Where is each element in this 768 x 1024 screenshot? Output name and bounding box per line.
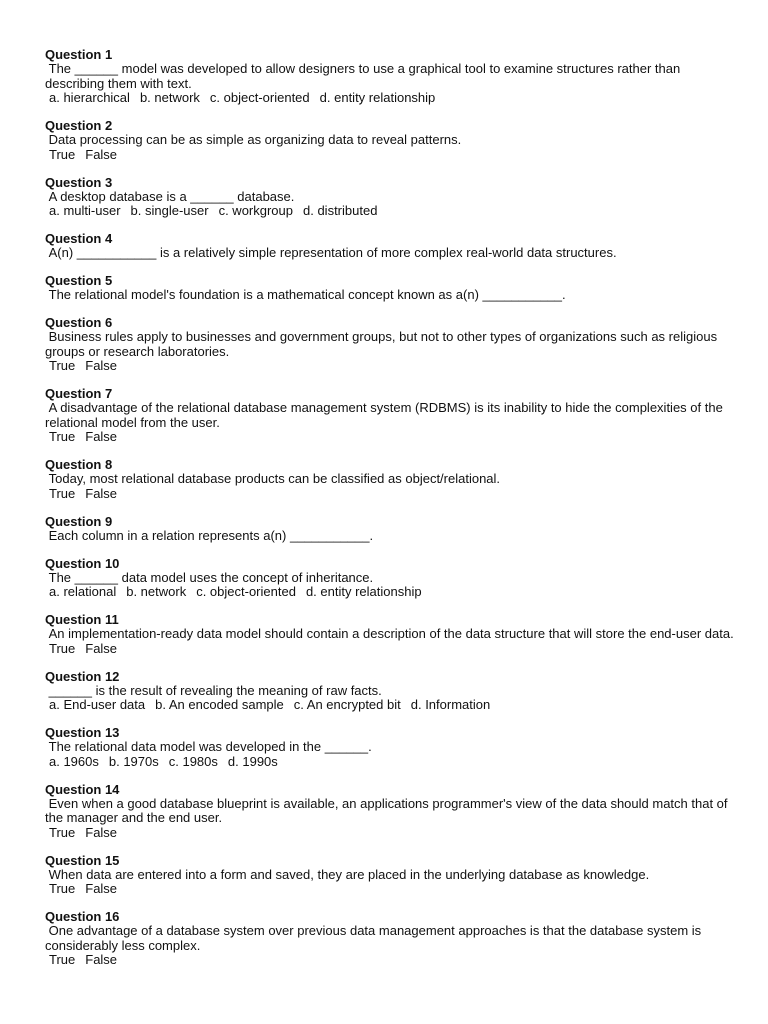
question-block [45, 514, 735, 544]
question-block [45, 725, 735, 769]
question-title: Question 9 [45, 513, 113, 529]
answer-option: b. 1970s [108, 753, 159, 769]
answer-options [45, 953, 735, 968]
question-text: Each column in a relation represents a(n) ___________. [45, 527, 374, 543]
question-block [45, 273, 735, 303]
question-block [45, 47, 735, 106]
question-block [45, 669, 735, 713]
question-text: When data are entered into a form and saved, they are placed in the underlying database as knowledge. [45, 866, 650, 882]
question-title: Question 6 [45, 315, 113, 330]
answer-option: d. entity relationship [319, 90, 436, 105]
answer-option: False [85, 485, 118, 501]
question-block [45, 853, 735, 897]
answer-option: a. 1960s [49, 753, 99, 769]
question-text: Business rules apply to businesses and government groups, but not to other types of organizations such as religious groups or research laboratories. [45, 329, 721, 359]
question-title: Question 10 [45, 555, 120, 571]
answer-option: True [49, 146, 76, 162]
question-block [45, 118, 735, 162]
answer-options [45, 430, 735, 445]
question-block [45, 386, 735, 445]
answer-option: False [85, 952, 118, 967]
question-text: An implementation-ready data model should contain a description of the data structure that will store the end-user data. [45, 626, 734, 641]
question-block [45, 612, 735, 656]
question-title: Question 5 [45, 273, 113, 288]
question-title: Question 13 [45, 725, 120, 740]
answer-options [45, 826, 735, 841]
answer-options [45, 698, 735, 713]
answer-option: a. hierarchical [49, 90, 130, 105]
question-block [45, 782, 735, 841]
answer-option: b. network [139, 90, 200, 105]
answer-option: c. 1980s [168, 753, 218, 769]
question-block [45, 231, 735, 261]
answer-options [45, 755, 735, 770]
answer-option: False [85, 824, 118, 840]
answer-option: False [85, 146, 118, 162]
answer-option: True [49, 881, 76, 896]
answer-option: d. 1990s [227, 753, 278, 769]
answer-option: d. Information [410, 697, 491, 712]
question-title: Question 7 [45, 386, 113, 401]
question-text: A desktop database is a ______ database. [45, 188, 295, 204]
answer-options [45, 148, 735, 163]
answer-option: b. An encoded sample [155, 697, 284, 712]
answer-option: False [85, 429, 118, 444]
answer-option: c. object-oriented [209, 90, 310, 105]
answer-option: True [49, 824, 76, 840]
answer-options [45, 642, 735, 657]
question-title: Question 1 [45, 47, 113, 62]
question-block [45, 909, 735, 968]
question-text: A(n) ___________ is a relatively simple representation of more complex real-world data structures. [45, 245, 617, 260]
question-text: Even when a good database blueprint is available, an applications programmer's view of the data should match that of the manager and the end user. [45, 795, 732, 825]
question-text: ______ is the result of revealing the meaning of raw facts. [45, 682, 382, 698]
answer-option: True [49, 429, 76, 444]
answer-options [45, 882, 735, 897]
question-title: Question 14 [45, 781, 120, 797]
answer-option: True [49, 640, 76, 656]
question-text: The relational data model was developed in the ______. [45, 739, 372, 754]
question-text: Today, most relational database products can be classified as object/relational. [45, 471, 501, 486]
answer-options [45, 487, 735, 502]
question-text: The relational model's foundation is a mathematical concept known as a(n) ___________. [45, 287, 566, 302]
answer-option: c. workgroup [218, 203, 293, 218]
answer-options [45, 204, 735, 219]
answer-option: d. entity relationship [305, 584, 422, 599]
answer-option: a. multi-user [49, 203, 121, 218]
question-title: Question 2 [45, 118, 113, 133]
question-block [45, 556, 735, 600]
question-text: The ______ data model uses the concept of inheritance. [45, 569, 374, 585]
quiz-document [45, 47, 735, 980]
question-block [45, 457, 735, 501]
answer-option: d. distributed [303, 203, 378, 218]
question-title: Question 8 [45, 457, 113, 472]
question-text: One advantage of a database system over previous data management approaches is that the database system is considerably less complex. [45, 923, 705, 953]
question-title: Question 11 [45, 612, 119, 627]
answer-option: False [85, 358, 118, 373]
answer-option: False [85, 640, 118, 656]
answer-option: True [49, 485, 76, 501]
answer-option: True [49, 358, 76, 373]
question-text: A disadvantage of the relational database management system (RDBMS) is its inability to hide the complexities of the relational model from the user. [45, 400, 727, 430]
answer-option: c. object-oriented [196, 584, 296, 599]
answer-option: c. An encrypted bit [293, 697, 401, 712]
answer-option: a. End-user data [49, 697, 146, 712]
question-block [45, 315, 735, 374]
question-text: The ______ model was developed to allow designers to use a graphical tool to examine structures rather than describing them with text. [45, 61, 684, 91]
question-title: Question 15 [45, 852, 120, 868]
answer-option: False [85, 881, 118, 896]
question-block [45, 175, 735, 219]
question-title: Question 4 [45, 231, 113, 246]
question-title: Question 16 [45, 909, 120, 924]
answer-options [45, 359, 735, 374]
question-title: Question 12 [45, 668, 120, 684]
answer-options [45, 91, 735, 106]
answer-option: True [49, 952, 76, 967]
answer-option: b. single-user [130, 203, 209, 218]
question-title: Question 3 [45, 174, 113, 190]
question-text: Data processing can be as simple as organizing data to reveal patterns. [45, 132, 462, 147]
answer-options [45, 585, 735, 600]
answer-option: b. network [126, 584, 187, 599]
answer-option: a. relational [49, 584, 117, 599]
